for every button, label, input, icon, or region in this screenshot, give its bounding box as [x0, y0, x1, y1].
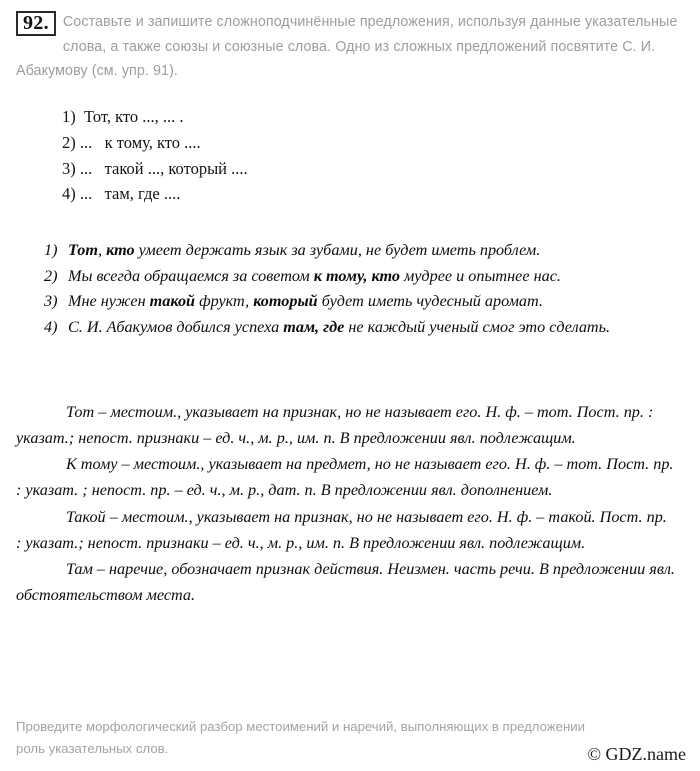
- highlighted-keyword: такой: [149, 292, 196, 311]
- answer-marker: 4): [44, 317, 58, 336]
- answer-segment: умеет держать язык за зубами, не будет иметь проблем.: [134, 241, 541, 259]
- watermark: © GDZ.name: [587, 744, 686, 764]
- morphological-analysis-section: [16, 400, 676, 610]
- prompt-row: 1) Тот, кто ..., ... .: [62, 107, 184, 126]
- highlighted-keyword: кто: [106, 241, 135, 259]
- answer-segment: не каждый ученый смог это сделать.: [344, 317, 611, 336]
- answer-segment: ,: [98, 241, 107, 259]
- analysis-paragraph: Тот – местоим., указывает на признак, но не называет его. Н. ф. – тот. Пост. пр. : указат.; непост. признаки – ед. ч., м. р., им. п. В предложении явл. подлежащим.: [16, 403, 654, 447]
- answer-text: [68, 289, 684, 315]
- answer-segment: Мне нужен: [68, 292, 150, 311]
- answer-row: [44, 264, 684, 290]
- prompt-row: 4) ... там, где ....: [62, 184, 181, 204]
- answer-marker: 3): [44, 292, 58, 311]
- prompt-row: 2) ... к тому, кто ....: [62, 132, 201, 152]
- answer-row: [44, 315, 684, 341]
- prompt-row: 3) ... такой ..., который ....: [62, 158, 248, 178]
- prompt-list: [62, 104, 662, 207]
- highlighted-keyword: к тому, кто: [313, 266, 400, 285]
- answer-marker: 2): [44, 266, 58, 285]
- answer-text: [68, 315, 684, 341]
- analysis-paragraph: Такой – местоим., указывает на признак, но не называет его. Н. ф. – такой. Пост. пр. : указат.; непост. признаки – ед. ч., м. р., им. п. В предложении явл. подлежащим.: [16, 507, 667, 552]
- analysis-paragraph: К тому – местоим., указывает на предмет, но не называет его. Н. ф. – тот. Пост. пр. : указат. ; непост. пр. – ед. ч., м. р., дат. п. В предложении явл. дополнением.: [16, 455, 674, 500]
- exercise-number-badge: 92.: [16, 11, 56, 36]
- task-instruction-text: Составьте и запишите сложноподчинённые предложения, используя данные указательные слова, а также союзы и союзные слова. Одно из сложных предложений посвятите С. И. Абакумову (см. упр. 91).: [16, 14, 678, 79]
- answer-text: [68, 264, 684, 290]
- answer-marker: 1): [44, 241, 58, 259]
- task-header: [16, 10, 678, 84]
- answer-text: [68, 238, 684, 264]
- answer-row: [44, 238, 684, 264]
- footer-note: Проведите морфологический разбор местоимений и наречий, выполняющих в предложении роль указательных слов.: [16, 719, 585, 756]
- answer-segment: будет иметь чудесный аромат.: [317, 292, 543, 311]
- highlighted-keyword: Тот: [68, 241, 98, 259]
- highlighted-keyword: там, где: [283, 317, 345, 336]
- answer-row: [44, 289, 684, 315]
- highlighted-keyword: который: [253, 292, 318, 311]
- answer-segment: Мы всегда обращаемся за советом: [68, 266, 314, 285]
- answer-segment: мудрее и опытнее нас.: [399, 266, 561, 285]
- answer-segment: фрукт,: [195, 292, 254, 311]
- analysis-paragraph: Там – наречие, обозначает признак действия. Неизмен. часть речи. В предложении явл. обстоятельством места.: [16, 560, 675, 604]
- answer-segment: С. И. Абакумов добился успеха: [68, 317, 284, 336]
- answer-list: [44, 238, 684, 340]
